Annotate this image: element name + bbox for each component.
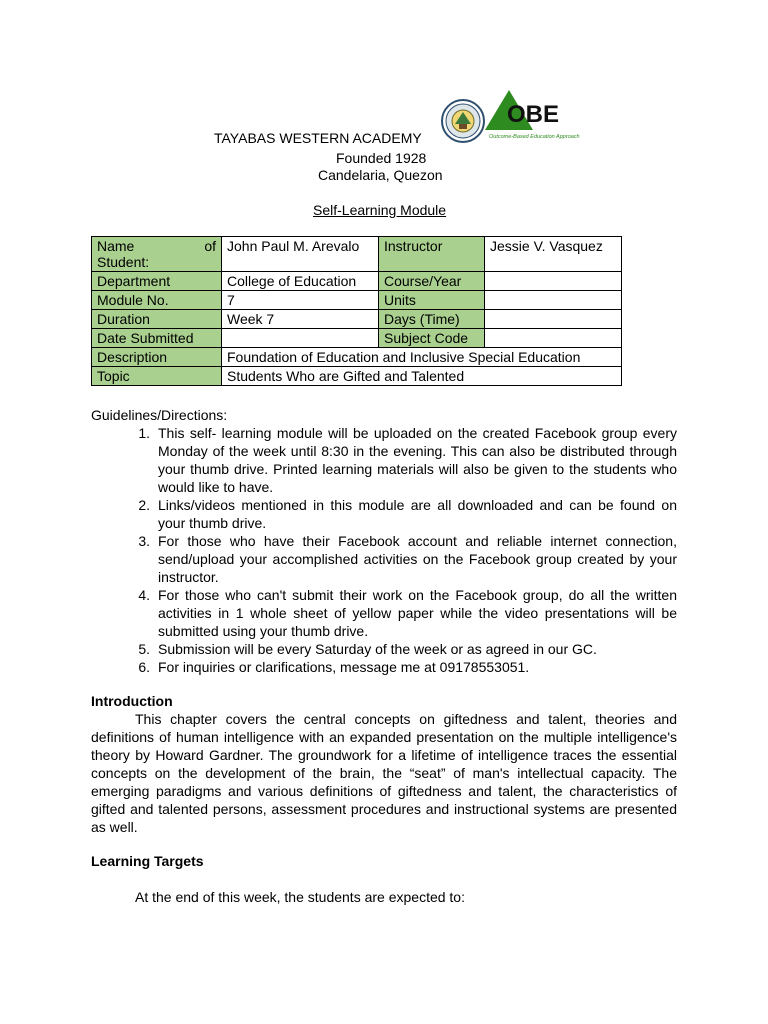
list-item-text: Submission will be every Saturday of the week or as agreed in our GC. bbox=[158, 641, 597, 657]
name-label-word3: Student: bbox=[97, 254, 150, 270]
module-no-label: Module No. bbox=[92, 291, 222, 310]
days-time-label: Days (Time) bbox=[379, 310, 485, 329]
department-value: College of Education bbox=[222, 272, 379, 291]
learning-targets-heading: Learning Targets bbox=[91, 853, 204, 869]
school-location: Candelaria, Quezon bbox=[318, 167, 443, 183]
table-row bbox=[92, 348, 622, 367]
module-no-value: 7 bbox=[222, 291, 379, 310]
list-item-text: This self- learning module will be uploaded on the created Facebook group every Monday of the week until 8:30 in the evening. This can also be distributed through your thumb drive. Printed learning materials will also be given to the students who would like to have. bbox=[158, 425, 677, 495]
guidelines-heading: Guidelines/Directions: bbox=[91, 407, 228, 423]
obe-logo bbox=[485, 90, 580, 146]
student-name-value: John Paul M. Arevalo bbox=[222, 237, 379, 272]
department-label: Department bbox=[92, 272, 222, 291]
table-row bbox=[92, 291, 622, 310]
list-number: 5. bbox=[138, 641, 150, 657]
list-item bbox=[91, 496, 677, 532]
list-item bbox=[91, 658, 677, 676]
obe-logo-text: OBE bbox=[507, 101, 560, 128]
learning-targets-text: At the end of this week, the students are expected to: bbox=[135, 889, 465, 905]
introduction-heading: Introduction bbox=[91, 693, 173, 709]
student-info-table bbox=[91, 236, 622, 386]
name-of-student-label bbox=[92, 237, 222, 272]
table-row bbox=[92, 272, 622, 291]
topic-label: Topic bbox=[92, 367, 222, 386]
table-row bbox=[92, 329, 622, 348]
module-title: Self-Learning Module bbox=[313, 202, 447, 218]
school-name: TAYABAS WESTERN ACADEMY bbox=[214, 130, 422, 146]
date-submitted-label: Date Submitted bbox=[92, 329, 222, 348]
list-item-text: For those who can't submit their work on the Facebook group, do all the written activities in 1 whole sheet of yellow paper while the video presentations will be submitted using your thumb drive. bbox=[158, 587, 677, 639]
course-year-value bbox=[485, 272, 622, 291]
table-row bbox=[92, 237, 622, 272]
list-item bbox=[91, 586, 677, 640]
instructor-label: Instructor bbox=[379, 237, 485, 272]
duration-value: Week 7 bbox=[222, 310, 379, 329]
subject-code-label: Subject Code bbox=[379, 329, 485, 348]
founded-year: Founded 1928 bbox=[336, 150, 427, 166]
duration-label: Duration bbox=[92, 310, 222, 329]
school-seal-logo bbox=[441, 98, 485, 144]
subject-code-value bbox=[485, 329, 622, 348]
table-row bbox=[92, 310, 622, 329]
guidelines-list bbox=[91, 424, 677, 676]
introduction-paragraph: This chapter covers the central concepts on giftedness and talent, theories and definitions of human intelligence with an expanded presentation on the multiple intelligence's theory by Howard Gardner. The groundwork for a lifetime of intelligence traces the essential concepts on the development of the brain, the “seat” of man's intellectual capacity. The emerging paradigms and various definitions of giftedness and talent, the characteristics of gifted and talented persons, assessment procedures and instructional systems are presented as well. bbox=[91, 711, 677, 835]
description-value: Foundation of Education and Inclusive Special Education bbox=[222, 348, 622, 367]
list-number: 3. bbox=[138, 533, 150, 549]
units-value bbox=[485, 291, 622, 310]
description-label: Description bbox=[92, 348, 222, 367]
list-item bbox=[91, 640, 677, 658]
list-item-text: Links/videos mentioned in this module are all downloaded and can be found on your thumb drive. bbox=[158, 497, 677, 531]
list-number: 2. bbox=[138, 497, 150, 513]
date-submitted-value bbox=[222, 329, 379, 348]
list-number: 1. bbox=[138, 425, 150, 441]
course-year-label: Course/Year bbox=[379, 272, 485, 291]
list-item-text: For those who have their Facebook account and reliable internet connection, send/upload your accomplished activities on the Facebook group created by your instructor. bbox=[158, 533, 677, 585]
name-label-word2: of bbox=[204, 238, 216, 254]
list-item bbox=[91, 532, 677, 586]
list-number: 6. bbox=[138, 659, 150, 675]
days-time-value bbox=[485, 310, 622, 329]
name-label-word1: Name bbox=[97, 238, 135, 254]
table-row bbox=[92, 367, 622, 386]
list-number: 4. bbox=[138, 587, 150, 603]
topic-value: Students Who are Gifted and Talented bbox=[222, 367, 622, 386]
list-item-text: For inquiries or clarifications, message me at 09178553051. bbox=[158, 659, 530, 675]
list-item bbox=[91, 424, 677, 496]
units-label: Units bbox=[379, 291, 485, 310]
instructor-value: Jessie V. Vasquez bbox=[485, 237, 622, 272]
obe-logo-subtext: Outcome-Based Education Approach bbox=[489, 134, 580, 140]
